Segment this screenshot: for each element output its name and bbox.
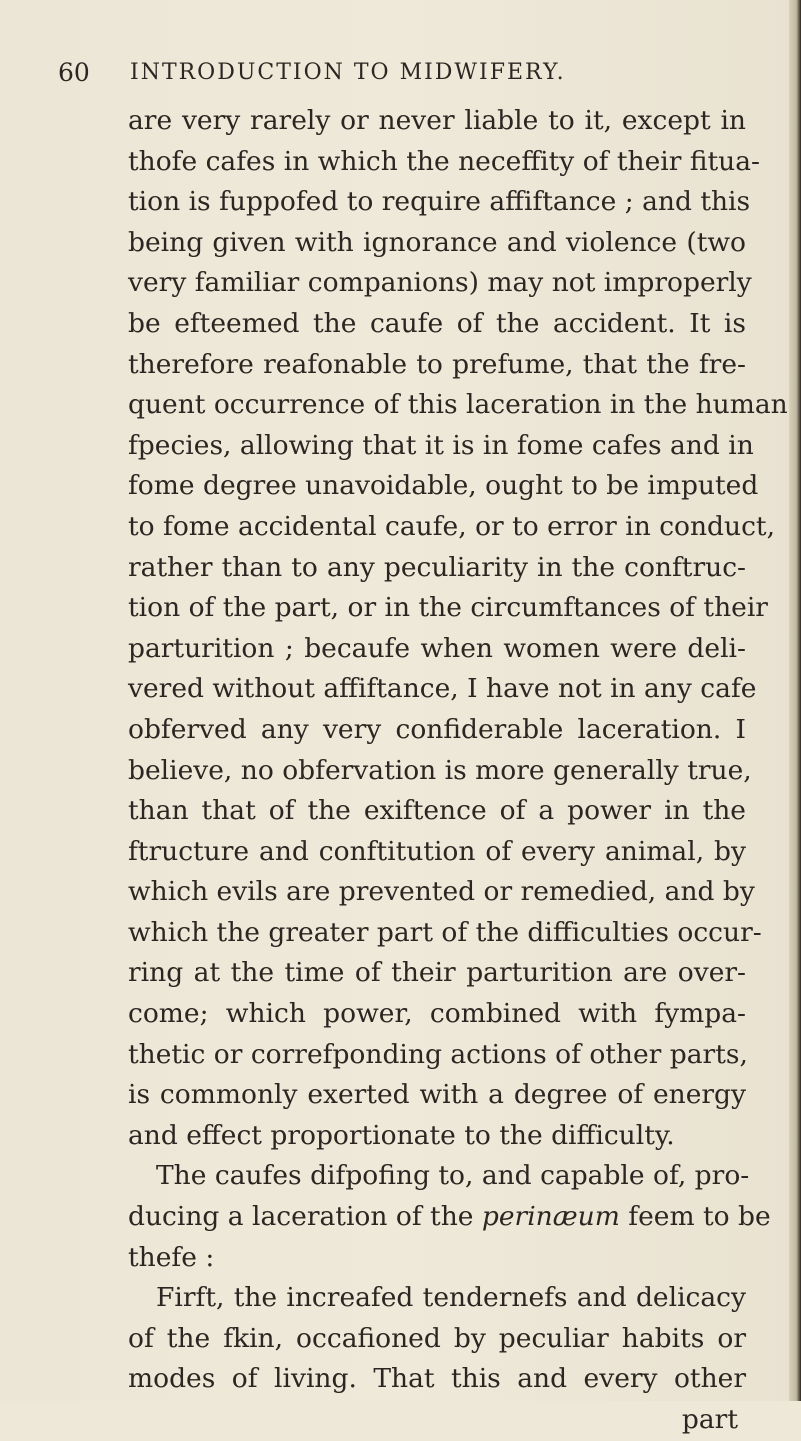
text-line: Firft, the increafed tendernefs and delicacy: [156, 1282, 746, 1314]
text-line: thetic or correfponding actions of other parts,: [128, 1038, 748, 1070]
text-fragment: feem to be: [619, 1201, 771, 1233]
text-line: tion is fuppofed to require affiftance ; and this: [128, 186, 751, 218]
text-line: therefore reafonable to prefume, that the fre-: [128, 348, 746, 380]
text-line: tion of the part, or in the circumftances of their: [128, 592, 768, 624]
text-line: The caufes difpofing to, and capable of, pro-: [156, 1160, 750, 1192]
text-line: believe, no obfervation is more generally true,: [128, 754, 752, 786]
italic-term: perinæum: [481, 1201, 620, 1233]
text-fragment: ducing a laceration of the: [128, 1201, 482, 1233]
text-line: come; which power, combined with fympa-: [128, 998, 746, 1030]
text-line: are very rarely or never liable to it, except in: [128, 105, 746, 136]
text-line: thefe :: [128, 1241, 215, 1273]
text-line: obferved any very confiderable laceration. I: [128, 713, 746, 745]
text-line: parturition ; becaufe when women were deli-: [128, 632, 746, 664]
text-line: is commonly exerted with a degree of energy: [128, 1079, 746, 1111]
text-line: and effect proportionate to the difficulty.: [128, 1119, 675, 1151]
text-line: which evils are prevented or remedied, and by: [128, 876, 755, 908]
text-line: which the greater part of the difficulties occur-: [128, 916, 762, 948]
text-line: very familiar companions) may not improperly: [128, 267, 752, 299]
text-line: ring at the time of their parturition are over-: [128, 957, 746, 989]
page-header: [58, 56, 718, 90]
running-head: INTRODUCTION TO MIDWIFERY.: [130, 60, 566, 85]
text-line: rather than to any peculiarity in the conftruc-: [128, 551, 746, 583]
page-number: 60: [58, 58, 90, 87]
text-line: ftructure and conftitution of every animal, by: [128, 835, 746, 867]
text-line: be efteemed the caufe of the accident. It is: [128, 307, 746, 339]
text-line: to fome accidental caufe, or to error in conduct,: [128, 510, 775, 542]
text-line: fome degree unavoidable, ought to be imputed: [128, 470, 759, 502]
text-line: [128, 1197, 771, 1238]
text-line: quent occurrence of this laceration in the human: [128, 389, 788, 421]
text-line: fpecies, allowing that it is in fome cafes and in: [128, 429, 754, 461]
text-line: modes of living. That this and every other: [128, 1363, 746, 1395]
text-line: being given with ignorance and violence (two: [128, 226, 746, 258]
text-line: vered without affiftance, I have not in any cafe: [128, 673, 757, 705]
text-line: thofe cafes in which the neceffity of their fitua-: [128, 145, 761, 177]
page-edge-shadow: [789, 0, 801, 1401]
text-line: than that of the exiftence of a power in the: [128, 795, 746, 827]
catchword: part: [681, 1404, 738, 1435]
body-text: [128, 101, 788, 1441]
text-line: of the fkin, occafioned by peculiar habits or: [128, 1322, 746, 1354]
